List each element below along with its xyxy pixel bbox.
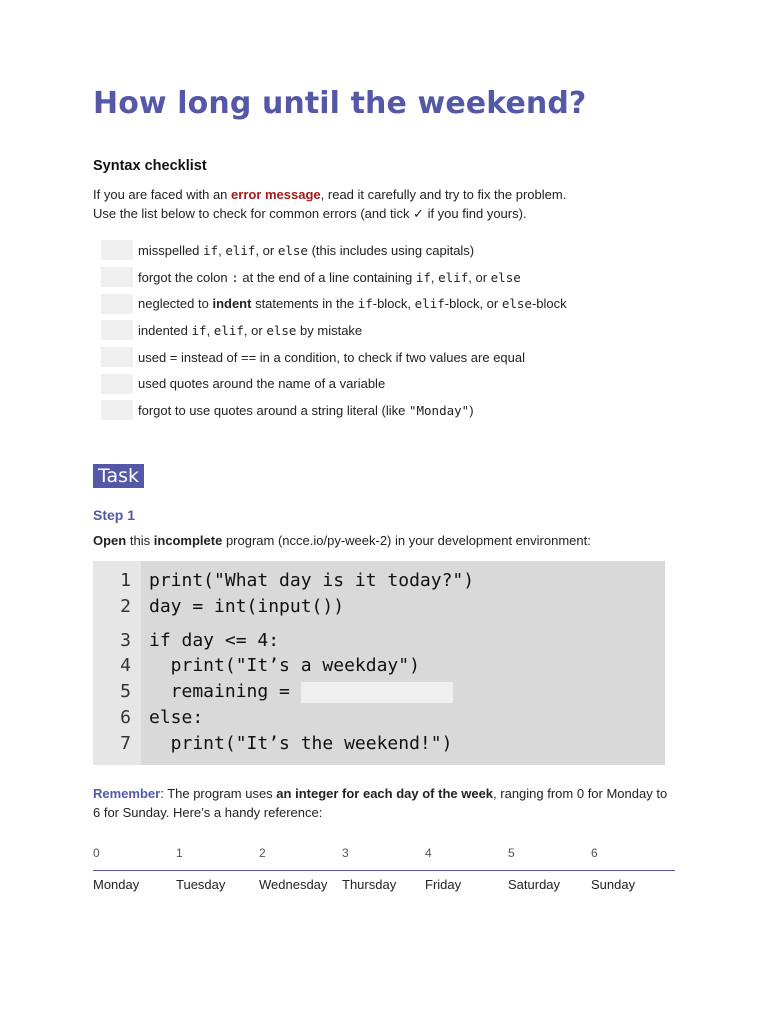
- open-text: this: [126, 533, 154, 548]
- intro-text: Use the list below to check for common errors (and tick ✓ if you find yours).: [93, 206, 527, 221]
- remember-text: : The program uses: [160, 786, 277, 801]
- checklist-item-text: [138, 296, 567, 311]
- item-text: used quotes around the name of a variable: [138, 376, 386, 392]
- line-number: 3: [120, 630, 131, 651]
- code-text: [149, 653, 420, 678]
- day-number: 0: [93, 846, 100, 860]
- tick-box[interactable]: [101, 320, 133, 340]
- day-number: 2: [259, 846, 266, 860]
- code-text: [149, 628, 279, 653]
- inline-code: :: [231, 269, 239, 285]
- line-number: 1: [120, 570, 131, 591]
- tick-box[interactable]: [101, 374, 133, 394]
- tick-box[interactable]: [101, 240, 133, 260]
- step-heading: Step 1: [93, 507, 136, 523]
- item-text: used = instead of == in a condition, to check if two values are equal: [138, 349, 525, 365]
- code-line: [93, 568, 665, 593]
- inline-code: elif: [438, 269, 469, 285]
- inline-code: if: [191, 322, 207, 338]
- checklist-intro: [93, 185, 673, 223]
- item-text: indented: [138, 322, 192, 338]
- item-text: forgot the colon: [138, 269, 232, 285]
- day-number: 1: [176, 846, 183, 860]
- item-text: ): [469, 402, 474, 418]
- item-text: ,: [430, 269, 439, 285]
- item-text: (this includes using capitals): [307, 242, 475, 258]
- code-source: remaining =: [149, 681, 301, 702]
- remember-label: Remember: [93, 786, 161, 801]
- code-line: [93, 628, 665, 653]
- code-text: [149, 679, 453, 704]
- code-source: day = int(input()): [149, 596, 345, 617]
- day-name: Sunday: [591, 877, 636, 892]
- checklist-item: [101, 317, 676, 344]
- day-number: 4: [425, 846, 432, 860]
- tick-box[interactable]: [101, 400, 133, 420]
- line-number: 7: [120, 733, 131, 754]
- item-text: neglected to: [138, 296, 213, 312]
- checklist-item-text: [138, 350, 525, 365]
- checklist-item: [101, 290, 676, 317]
- code-line: [93, 731, 665, 756]
- item-text: by mistake: [296, 322, 363, 338]
- remember-note: [93, 784, 673, 822]
- checklist-item-text: [138, 403, 474, 418]
- item-text: , or: [243, 322, 267, 338]
- item-text: indent: [212, 296, 252, 312]
- checklist-heading: Syntax checklist: [93, 158, 207, 174]
- checklist-item: [101, 344, 676, 371]
- inline-code: elif: [213, 322, 244, 338]
- day-number: 5: [508, 846, 515, 860]
- inline-code: else: [490, 269, 521, 285]
- item-text: -block: [531, 296, 567, 312]
- tick-box[interactable]: [101, 294, 133, 314]
- code-line: [93, 679, 665, 704]
- open-word: Open: [93, 533, 127, 548]
- code-text: [149, 594, 344, 619]
- item-text: statements in the: [251, 296, 358, 312]
- checklist-item-text: [138, 270, 521, 285]
- day-name: Monday: [93, 877, 140, 892]
- code-text: [149, 731, 452, 756]
- item-text: misspelled: [138, 242, 204, 258]
- day-number: 3: [342, 846, 349, 860]
- item-text: , or: [255, 242, 278, 258]
- code-source: if day <= 4:: [149, 630, 280, 651]
- fill-in-blank[interactable]: [301, 682, 453, 703]
- line-number: 4: [120, 655, 131, 676]
- item-text: at the end of a line containing: [238, 269, 416, 285]
- day-divider: [93, 870, 675, 871]
- inline-code: "Monday": [408, 402, 470, 418]
- checklist-item: [101, 370, 676, 397]
- day-number: 6: [591, 846, 598, 860]
- line-number: 6: [120, 707, 131, 728]
- checklist-item: [101, 237, 676, 264]
- code-line: [93, 653, 665, 678]
- remember-bold: an integer for each day of the week: [276, 786, 494, 801]
- tick-box[interactable]: [101, 267, 133, 287]
- inline-code: elif: [225, 242, 256, 258]
- intro-text: If you are faced with an: [93, 187, 232, 202]
- code-source: print("It’s a weekday"): [149, 655, 420, 676]
- checklist-item-text: [138, 243, 474, 258]
- day-name: Saturday: [508, 877, 561, 892]
- code-source: print("What day is it today?"): [149, 570, 475, 591]
- item-text: ,: [218, 242, 226, 258]
- item-text: -block,: [372, 296, 415, 312]
- day-name: Thursday: [342, 877, 397, 892]
- line-number: 5: [120, 681, 131, 702]
- code-line: [93, 594, 665, 619]
- item-text: , or: [468, 269, 491, 285]
- inline-code: if: [357, 296, 373, 312]
- inline-code: else: [277, 242, 308, 258]
- page-title: How long until the weekend?: [93, 86, 587, 121]
- code-source: else:: [149, 707, 204, 728]
- incomplete-word: incomplete: [153, 533, 223, 548]
- day-reference-table: [93, 846, 675, 896]
- checklist-item-text: [138, 376, 385, 391]
- day-name: Wednesday: [259, 877, 328, 892]
- tick-box[interactable]: [101, 347, 133, 367]
- item-text: ,: [206, 322, 214, 338]
- remember-text: , ranging from 0 for Monday to 6 for Sunday. Here’s a handy reference:: [93, 786, 668, 820]
- item-text: forgot to use quotes around a string literal (like: [138, 402, 409, 418]
- open-instruction: [93, 533, 591, 548]
- line-number: 2: [120, 596, 131, 617]
- checklist-item-text: [138, 323, 362, 338]
- checklist-item: [101, 397, 676, 424]
- checklist-item: [101, 264, 676, 291]
- syntax-checklist: [101, 237, 676, 424]
- task-badge: Task: [93, 464, 144, 488]
- inline-code: else: [501, 296, 532, 312]
- inline-code: if: [203, 242, 219, 258]
- code-source: print("It’s the weekend!"): [149, 733, 453, 754]
- item-text: -block, or: [444, 296, 502, 312]
- code-text: [149, 705, 203, 730]
- error-message-emphasis: error message: [231, 187, 321, 202]
- inline-code: elif: [414, 296, 445, 312]
- day-name: Friday: [425, 877, 462, 892]
- inline-code: if: [415, 269, 431, 285]
- inline-code: else: [266, 322, 297, 338]
- code-block: [93, 561, 665, 765]
- code-text: [149, 568, 474, 593]
- code-line: [93, 705, 665, 730]
- day-name: Tuesday: [176, 877, 226, 892]
- intro-text: , read it carefully and try to fix the problem.: [320, 187, 567, 202]
- open-text: program (ncce.io/py-week-2) in your development environment:: [222, 533, 591, 548]
